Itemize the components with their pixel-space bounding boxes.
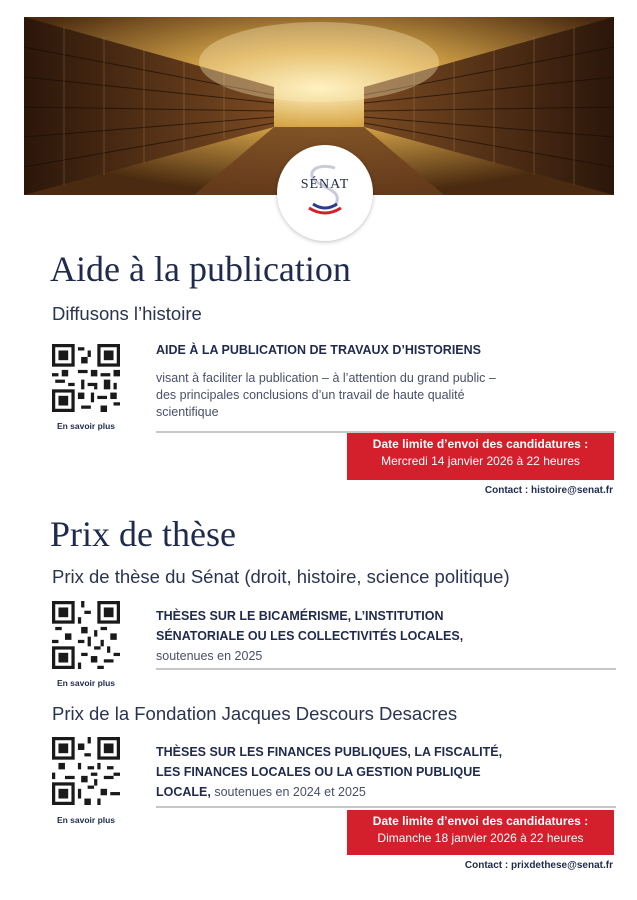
senat-logo-text: SÉNAT <box>300 177 350 192</box>
prize2-title-line: LOCALE, <box>156 785 211 799</box>
senat-logo-icon <box>295 160 355 226</box>
publication-item-title: AIDE À LA PUBLICATION DE TRAVAUX D’HISTORIENS <box>156 343 482 357</box>
prize1-suffix: soutenues en 2025 <box>156 649 263 663</box>
prize2-subtitle: Prix de la Fondation Jacques Descours Desacres <box>52 703 458 724</box>
prize1-title-line: SÉNATORIALE OU LES COLLECTIVITÉS LOCALES, <box>156 629 464 643</box>
prize2-divider <box>156 806 616 808</box>
prize1-subtitle: Prix de thèse du Sénat (droit, histoire, science politique) <box>52 566 510 587</box>
prize2-title-line: LES FINANCES LOCALES OU LA GESTION PUBLIQUE <box>156 765 481 779</box>
description-line: visant à faciliter la publication – à l’attention du grand public – <box>156 371 496 385</box>
qr-code-prize-fondation[interactable] <box>52 737 120 805</box>
description-line: scientifique <box>156 405 219 419</box>
deadline-date: Dimanche 18 janvier 2026 à 22 heures <box>377 831 584 845</box>
deadline-date: Mercredi 14 janvier 2026 à 22 heures <box>381 454 580 468</box>
senat-logo <box>277 145 373 241</box>
deadline-box-publication <box>347 433 614 480</box>
prize2-item-title <box>156 742 502 802</box>
qr-label-prize-senat: En savoir plus <box>56 678 116 688</box>
prize1-title-line: THÈSES SUR LE BICAMÉRISME, L’INSTITUTION <box>156 609 444 623</box>
deadline-title: Date limite d’envoi des candidatures : <box>372 437 589 451</box>
deadline-box-prize <box>347 810 614 855</box>
contact-publication[interactable]: Contact : histoire@senat.fr <box>484 485 613 496</box>
section1-title: Aide à la publication <box>50 249 351 289</box>
qr-code-publication[interactable] <box>52 344 120 412</box>
qr-label-prize-fondation: En savoir plus <box>56 815 116 825</box>
prize1-divider <box>156 668 616 670</box>
section2-title: Prix de thèse <box>50 514 236 554</box>
qr-label-publication: En savoir plus <box>56 421 116 431</box>
description-line: des principales conclusions d’un travail de haute qualité <box>156 388 465 402</box>
publication-item-description <box>156 370 606 421</box>
qr-code-prize-senat[interactable] <box>52 601 120 669</box>
prize2-suffix: soutenues en 2024 et 2025 <box>214 785 366 799</box>
deadline-title: Date limite d’envoi des candidatures : <box>372 814 589 828</box>
prize2-title-line: THÈSES SUR LES FINANCES PUBLIQUES, LA FISCALITÉ, <box>156 745 503 759</box>
contact-prize[interactable]: Contact : prixdethese@senat.fr <box>464 860 613 871</box>
section1-subtitle: Diffusons l’histoire <box>52 303 202 324</box>
prize1-item-title <box>156 606 463 666</box>
prize2-title-line-last <box>156 782 502 802</box>
